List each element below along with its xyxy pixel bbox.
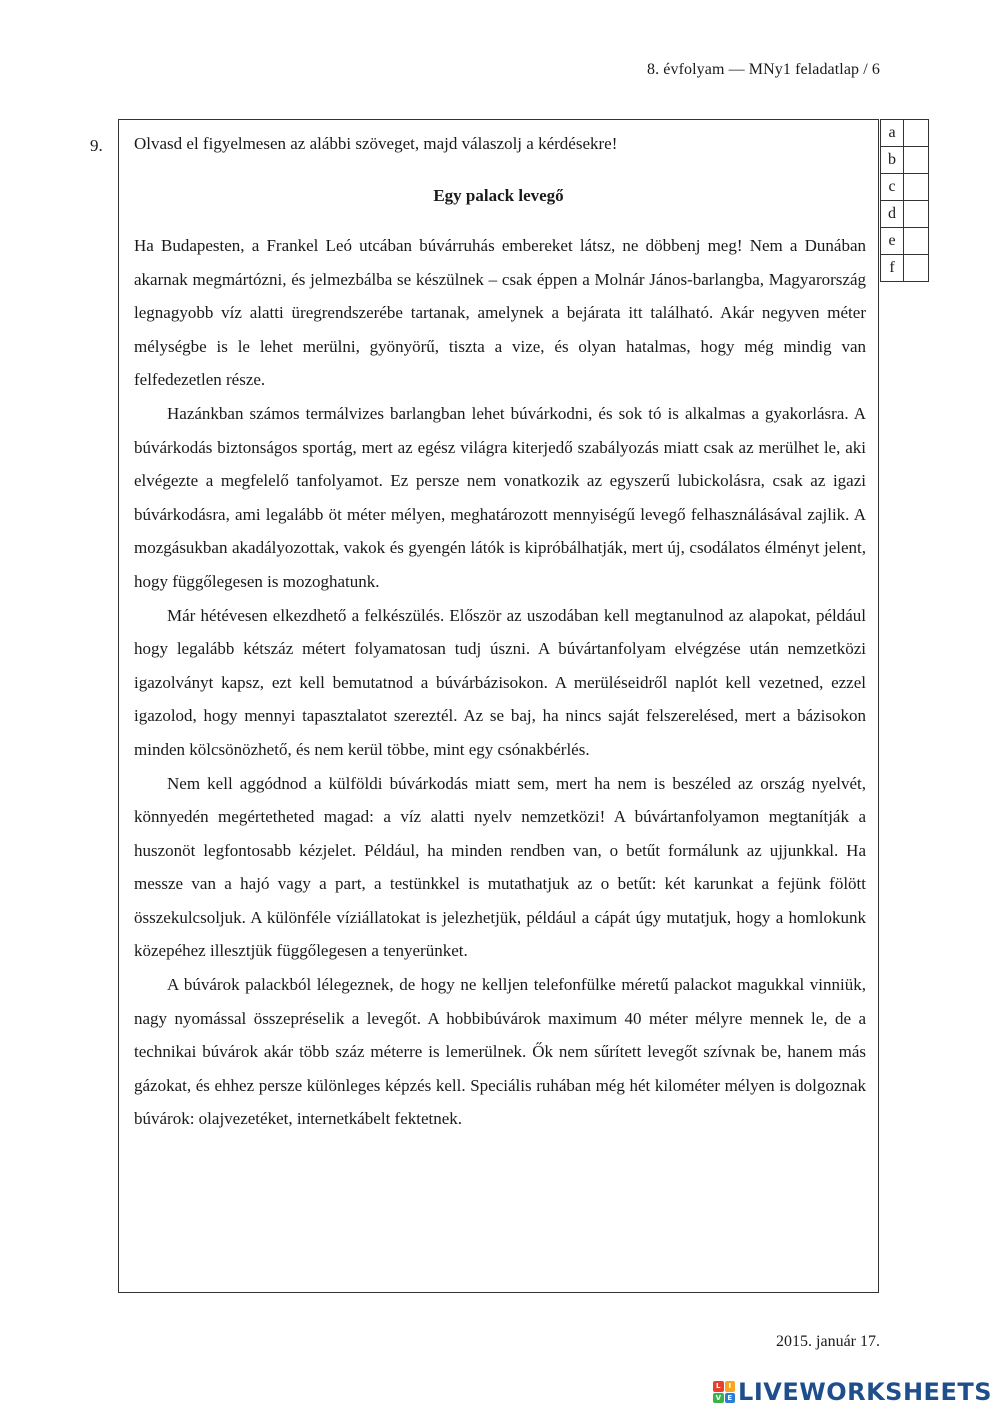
- logo-letter: E: [725, 1393, 736, 1404]
- article-paragraph: Ha Budapesten, a Frankel Leó utcában búvárruhás embereket látsz, ne döbbenj meg! Nem a Dunában akarnak megmártózni, és jelmezbálba se készülnek – csak éppen a Molnár János-barlangba, Magyarország legnagyobb víz alatti üregrendszerébe tartanak, amelynek a bejárata itt található. Akár negyven méter mélységbe is le lehet merülni, gyönyörű, tiszta a vize, és olyan hatalmas, hogy még mindig van felfedezetlen része.: [134, 236, 866, 390]
- logo-letter: L: [713, 1381, 724, 1392]
- footer-date: 2015. január 17.: [776, 1333, 880, 1350]
- page-header: 8. évfolyam — MNy1 feladatlap / 6: [646, 61, 880, 78]
- article-paragraph: Nem kell aggódnod a külföldi búvárkodás miatt sem, mert ha nem is beszéled az ország nyelvét, könnyedén megértetheted magad: a víz alatti nyelv nemzetközi! A búvártanfolyamon megtanítják a huszonöt legfontosabb kézjelet. Például, ha minden rendben van, o betűt formálunk az ujjunkkal. Ha messze van a hajó vagy a part, a testünkkel is mutathatjuk az o betűt: két karunkat a fejünk fölött összekulcsoljuk. A különféle víziállatokat is jelezhetjük, például a cápát úgy mutatjuk, hogy a homlokunk közepéhez illesztjük függőlegesen a tenyerünket.: [134, 773, 866, 961]
- liveworksheets-brand[interactable]: [713, 1378, 992, 1406]
- logo-letter: V: [713, 1393, 724, 1404]
- score-row: [881, 120, 929, 147]
- score-row: [881, 201, 929, 228]
- score-row: [881, 147, 929, 174]
- article-paragraph: Már hétévesen elkezdhető a felkészülés. Először az uszodában kell megtanulnod az alapokat, például hogy legalább kétszáz métert folyamatosan tudj úszni. A búvártanfolyam elvégzése után nemzetközi igazolványt kapsz, ezt kell bemutatnod a búvárbázisokon. A merüléseidről naplót kell vezetned, ezzel igazolod, hogy mennyi tapasztalatot szereztél. Az se baj, ha nincs saját felszerelésed, mert a bázisokon minden kölcsönözhető, és nem kerül többe, mint egy csónakbérlés.: [134, 605, 866, 759]
- score-label: d: [881, 201, 904, 228]
- article-paragraph: A búvárok palackból lélegeznek, de hogy ne kelljen telefonfülke méretű palackot magukkal vinniük, nagy nyomással összepréselik a levegőt. A hobbibúvárok maximum 40 méter mélyre mennek le, de a technikai búvárok akár több száz méterre is lemerülnek. Ők nem sűrített levegőt szívnak be, hanem más gázokat, és ehhez persze különleges képzés kell. Speciális ruhában még hét kilométer mélyen is dolgoznak búvárok: olajvezetéket, internetkábelt fektetnek.: [134, 975, 866, 1129]
- article-body: [134, 229, 866, 1136]
- score-label: a: [881, 120, 904, 147]
- score-row: [881, 255, 929, 282]
- article-paragraph: Hazánkban számos termálvizes barlangban lehet búvárkodni, és sok tó is alkalmas a gyakorlásra. A búvárkodás biztonságos sportág, mert az egész világra kiterjedő szabályozás miatt csak az merülhet le, aki elvégezte a megfelelő tanfolyamot. Ez persze nem vonatkozik az egyszerű lubickolásra, csak az igazi búvárkodásra, ami legalább öt méter mélyen, meghatározott mennyiségű levegő felhasználásával zajlik. A mozgásukban akadályozottak, vakok és gyengén látók is kipróbálhatják, mert új, csodálatos élményt jelent, hogy függőlegesen is mozoghatunk.: [134, 403, 866, 591]
- score-label: c: [881, 174, 904, 201]
- score-box-e[interactable]: [904, 228, 929, 255]
- logo-letter: I: [725, 1381, 736, 1392]
- liveworksheets-logo-icon: [713, 1381, 735, 1403]
- score-grid: [880, 119, 929, 282]
- score-box-f[interactable]: [904, 255, 929, 282]
- score-box-b[interactable]: [904, 147, 929, 174]
- score-label: b: [881, 147, 904, 174]
- score-row: [881, 174, 929, 201]
- article-title: Egy palack levegő: [433, 186, 564, 205]
- score-row: [881, 228, 929, 255]
- liveworksheets-wordmark: LIVEWORKSHEETS: [738, 1378, 992, 1406]
- score-box-a[interactable]: [904, 120, 929, 147]
- task-box: [118, 119, 879, 1293]
- task-number: 9.: [90, 136, 103, 155]
- score-label: f: [881, 255, 904, 282]
- task-instruction: Olvasd el figyelmesen az alábbi szöveget, majd válaszolj a kérdésekre!: [134, 134, 618, 153]
- score-box-d[interactable]: [904, 201, 929, 228]
- score-label: e: [881, 228, 904, 255]
- score-box-c[interactable]: [904, 174, 929, 201]
